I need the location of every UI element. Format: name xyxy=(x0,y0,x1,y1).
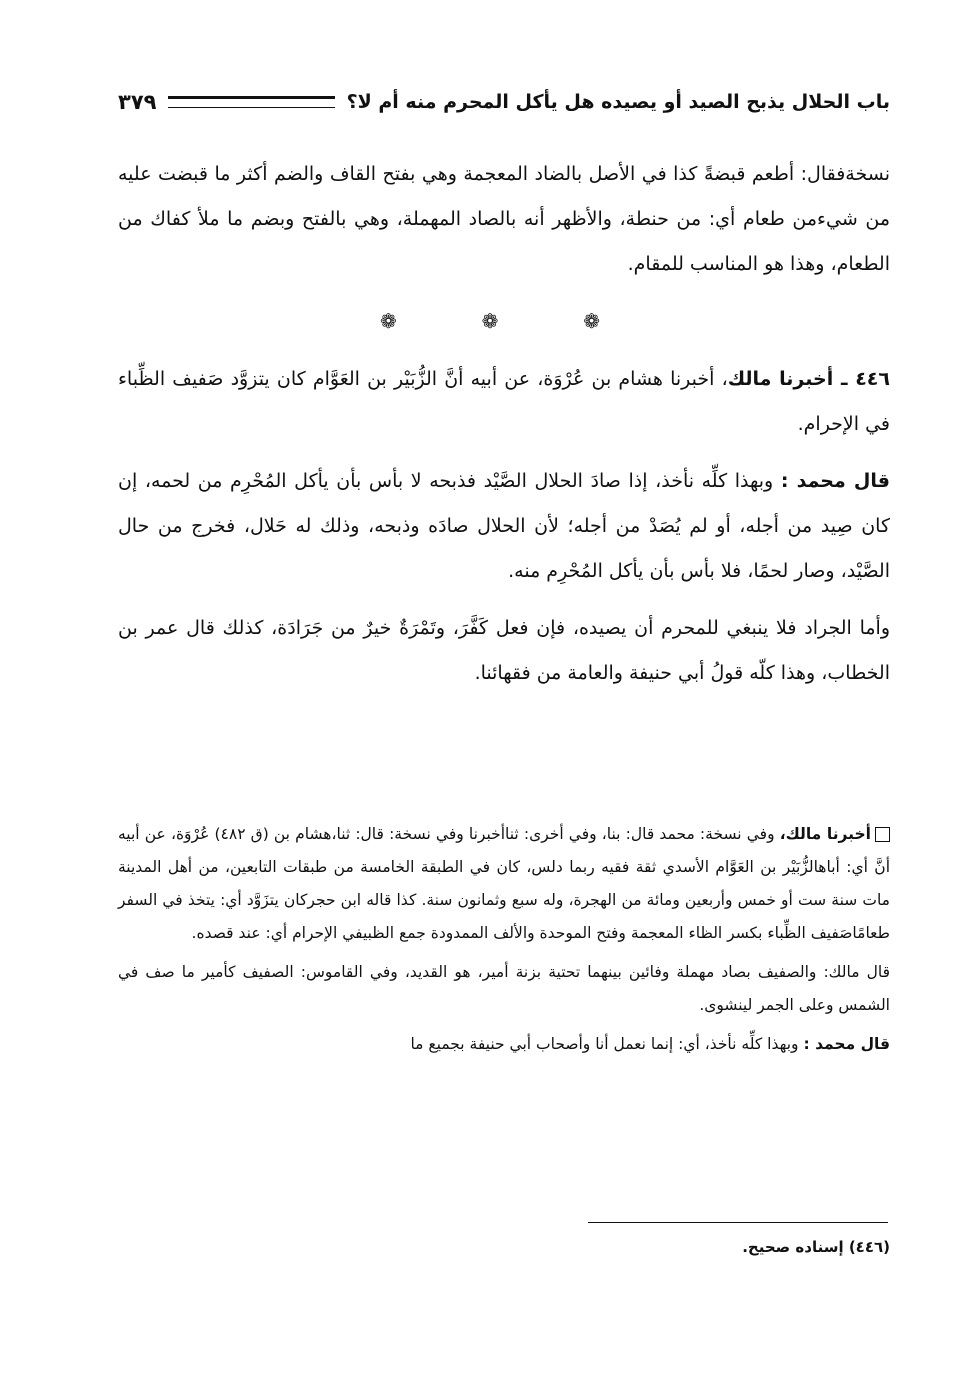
qal-muhammad-paragraph xyxy=(118,459,890,594)
footnote: (٤٤٦) إسناده صحيح. xyxy=(742,1238,890,1256)
square-marker-icon xyxy=(875,827,890,842)
chapter-title: باب الحلال يذبح الصيد أو يصيده هل يأكل المحرم منه أم لا؟ xyxy=(346,91,890,113)
qal-muhammad-text: وبهذا كلِّه نأخذ، إذا صادَ الحلال الصَّيْد فذبحه لا بأس بأن يأكل المُحْرِم من لحمه، إن كان صِيد من أجله، أو لم يُصَدْ من أجله؛ لأن الحلال صادَه وذبحه، وذلك له حَلال، فخرج من حال الصَّيْد، وصار لحمًا، فلا بأس بأن يأكل المُحْرِم منه. xyxy=(118,470,890,582)
hadith-number: ٤٤٦ ـ أخبرنا مالك xyxy=(727,368,890,390)
main-text xyxy=(118,357,890,696)
top-paragraph: نسخةفقال: أطعم قبضةً كذا في الأصل بالضاد المعجمة وهي بفتح القاف والضم أكثر ما قبضت عليه من شيءمن طعام أي: من حنطة، والأظهر أنه بالصاد المهملة، وهي بالفتح وبضم ما ملأ كفاك من الطعام، وهذا هو المناسب للمقام. xyxy=(118,163,890,275)
hadith-paragraph xyxy=(118,357,890,447)
commentary-paragraph xyxy=(118,1028,890,1061)
commentary-lead: قال محمد : xyxy=(803,1035,890,1053)
section-separator xyxy=(380,306,600,336)
commentary-text: وفي نسخة: محمد قال: بنا، وفي أخرى: ثناأخبرنا وفي نسخة: قال: ثنا،هشام بن (ق ٤٨٢) عُرْوَة، عن أبيه أنَّ أي: أباهالزُّبَيْر بن العَوَّام الأسدي ثقة فقيه ربما دلس، كان في الطبقة الخامسة من طبقات التابعين، من أهل المدينة مات سنة ست أو خمس وأربعين ومائة من الهجرة، وله سبع وثمانون سنة. كذا قاله ابن حجركان يتزَوَّد أي: يتخذ في السفر طعامًاصَفيف الظِّباء بكسر الظاء المعجمة وفتح الموحدة والألف الممدودة جمع الظبيفي الإحرام أي: عند قصده. xyxy=(118,825,890,942)
commentary-paragraph xyxy=(118,818,890,950)
separator-star-icon: ❁ xyxy=(481,309,499,333)
separator-star-icon: ❁ xyxy=(583,309,600,333)
page-header xyxy=(118,84,890,120)
commentary-text: وبهذا كلِّه نأخذ، أي: إنما نعمل أنا وأصحاب أبي حنيفة بجميع ما xyxy=(410,1035,799,1053)
page-number: ٣٧٩ xyxy=(118,90,157,114)
header-rule xyxy=(168,96,334,108)
footnote-rule xyxy=(588,1222,888,1223)
separator-star-icon: ❁ xyxy=(380,309,397,333)
commentary-paragraph xyxy=(118,956,890,1022)
hadith-text: ، أخبرنا هشام بن عُرْوَة، عن أبيه أنَّ الزُّبَيْر بن العَوَّام كان يتزوَّد صَفيف الظِّباء في الإحرام. xyxy=(118,368,890,435)
top-paragraph-block xyxy=(118,152,890,287)
commentary-lead: أخبرنا مالك، xyxy=(779,825,871,843)
commentary xyxy=(118,818,890,1061)
locust-paragraph: وأما الجراد فلا ينبغي للمحرم أن يصيده، فإن فعل كَفَّرَ، وتَمْرَةٌ خيرٌ من جَرَادَة، كذلك قال عمر بن الخطاب، وهذا كلّه قولُ أبي حنيفة والعامة من فقهائنا. xyxy=(118,617,890,684)
commentary-text: قال مالك: والصفيف بصاد مهملة وفائين بينهما تحتية بزنة أمير، هو القديد، وفي القاموس: الصفيف كأمير ما صف في الشمس وعلى الجمر لينشوى. xyxy=(118,963,890,1014)
qal-muhammad-lead: قال محمد : xyxy=(780,470,890,492)
